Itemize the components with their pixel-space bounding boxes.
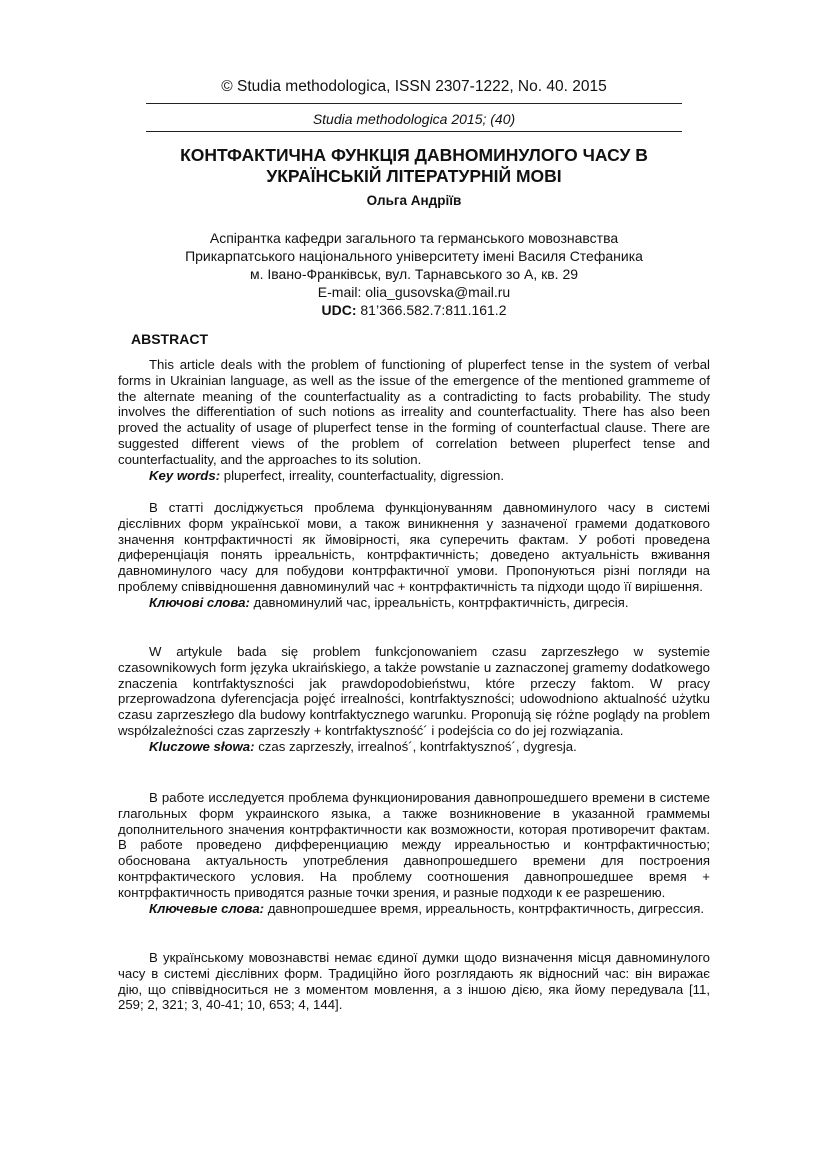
keywords-ukrainian-text: давноминулий час, ірреальність, контрфактичність, дигресія. (249, 594, 629, 610)
keywords-russian-text: давнопрошедшее время, ирреальность, контрфактичность, дигрессия. (264, 900, 704, 916)
keywords-ukrainian (118, 595, 710, 611)
abstract-russian (118, 790, 710, 916)
header-rule-top (146, 103, 682, 104)
abstract-english-text: This article deals with the problem of functioning of pluperfect tense in the system of verbal forms in Ukrainian language, as well as the issue of the emergence of the mentioned grammeme of the alternate meaning of the counterfactuality as a contradicting to facts probability. The study involves the differentiation of such notions as irreality and counterfactuality. There has also been proved the actuality of usage of pluperfect tense in the forming of counterfactual clause. There are suggested different views of the problem of correlation between pluperfect tense and counterfactuality, and the approaches to its solution. (118, 357, 710, 467)
copyright-line: © Studia methodologica, ISSN 2307-1222, No. 40. 2015 (221, 78, 607, 95)
title-line-2: УКРАЇНСЬКІЙ ЛІТЕРАТУРНІЙ МОВІ (266, 166, 562, 186)
abstract-ukrainian (118, 500, 710, 611)
keywords-ukrainian-label: Ключові слова: (149, 594, 250, 610)
affiliation-line-2: Прикарпатського національного університету імені Василя Стефаника (185, 248, 643, 264)
keywords-polish (118, 739, 710, 755)
journal-citation: Studia methodologica 2015; (40) (312, 111, 516, 127)
udc-code (118, 301, 710, 319)
keywords-russian-label: Ключевые слова: (149, 900, 265, 916)
affiliation (118, 229, 710, 319)
abstract-polish (118, 644, 710, 755)
article-title (118, 145, 710, 187)
abstract-russian-text: В работе исследуется проблема функционирования давнопрошедшего времени в системе глагольных форм украинского языка, а также возникновение в указанной граммемы дополнительного значения контрфактичности как возможности, которая противоречит фактам. В работе проведено дифференциацию между ирреальностью и контрфактичностью; обоснована актуальность употребления давнопрошедшего времени для построения контрфактического условия. На проблему соотношения давнопрошедшее время + контрфактичность приводятся разные точки зрения, и разные подходи к ее разрешению. (118, 790, 710, 900)
abstract-english (118, 357, 710, 483)
abstract-polish-text: W artykule bada się problem funkcjonowaniem czasu zaprzeszłego w systemie czasownikowych form języka ukraińskiego, a także powstanie u zaznaczonej gramemy dodatkowego znaczenia kontrfaktyszności jak prawdopodobieństwu, które przeczy faktom. W pracy przeprowadzona dyferencjacja pojęć irrealności, kontrfaktyszności; udowodniono aktualność użytku czasu zaprzeszłego dla budowy kontrfaktycznego warunku. Proponują się różne poglądy na problem współzależności czas zaprzeszły + kontrfaktyszność´ i podejścia co do jej rozwiązania. (118, 644, 710, 738)
keywords-russian (118, 901, 710, 917)
udc-label: UDC: (321, 302, 357, 318)
body-paragraph (118, 950, 710, 1013)
udc-value: 81’366.582.7:811.161.2 (356, 302, 507, 318)
keywords-polish-label: Kluczowe słowa: (149, 738, 255, 754)
header-rule-bottom (146, 131, 682, 132)
body-paragraph-text: В українському мовознавстві немає єдиної думки щодо визначення місця давноминулого часу в системі дієслівних форм. Традиційно його розглядають як відносний час: він виражає дію, що співвідноситься не з моментом мовлення, а з іншою дією, яка йому передувала [11, 259; 2, 321; 3, 40-41; 10, 653; 4, 144]. (118, 950, 710, 1013)
abstract-heading: ABSTRACT (131, 331, 208, 347)
affiliation-line-1: Аспірантка кафедри загального та германського мовознавства (209, 230, 619, 246)
abstract-ukrainian-text: В статті досліджується проблема функціонуванням давноминулого часу в системі дієслівних форм української мови, а також виникнення у зазначеної грамеми додаткового значення контрфактичності як ймовірності, яка суперечить фактам. У роботі проведена диференціація понять ірреальність, контрфактичність; доведено актуальність вживання давноминулого часу для побудови контрфактичної умови. Пропонуються різні погляди на проблему співвідношення давноминулий час + контрфактичність та підходи щодо її вирішення. (118, 500, 710, 594)
keywords-polish-text: czas zaprzeszły, irrealnoś´, kontrfaktysznoś´, dygresja. (254, 738, 577, 754)
keywords-english-text: pluperfect, irreality, counterfactuality, digression. (220, 467, 504, 483)
affiliation-line-3: м. Івано-Франківськ, вул. Тарнавського зо А, кв. 29 (249, 266, 579, 282)
author-email: E-mail: olia_gusovska@mail.ru (317, 284, 511, 300)
keywords-english-label: Key words: (149, 467, 221, 483)
keywords-english (118, 468, 710, 484)
author-name: Ольга Андріїв (366, 193, 462, 208)
title-line-1: КОНТФАКТИЧНА ФУНКЦІЯ ДАВНОМИНУЛОГО ЧАСУ В (180, 145, 648, 165)
